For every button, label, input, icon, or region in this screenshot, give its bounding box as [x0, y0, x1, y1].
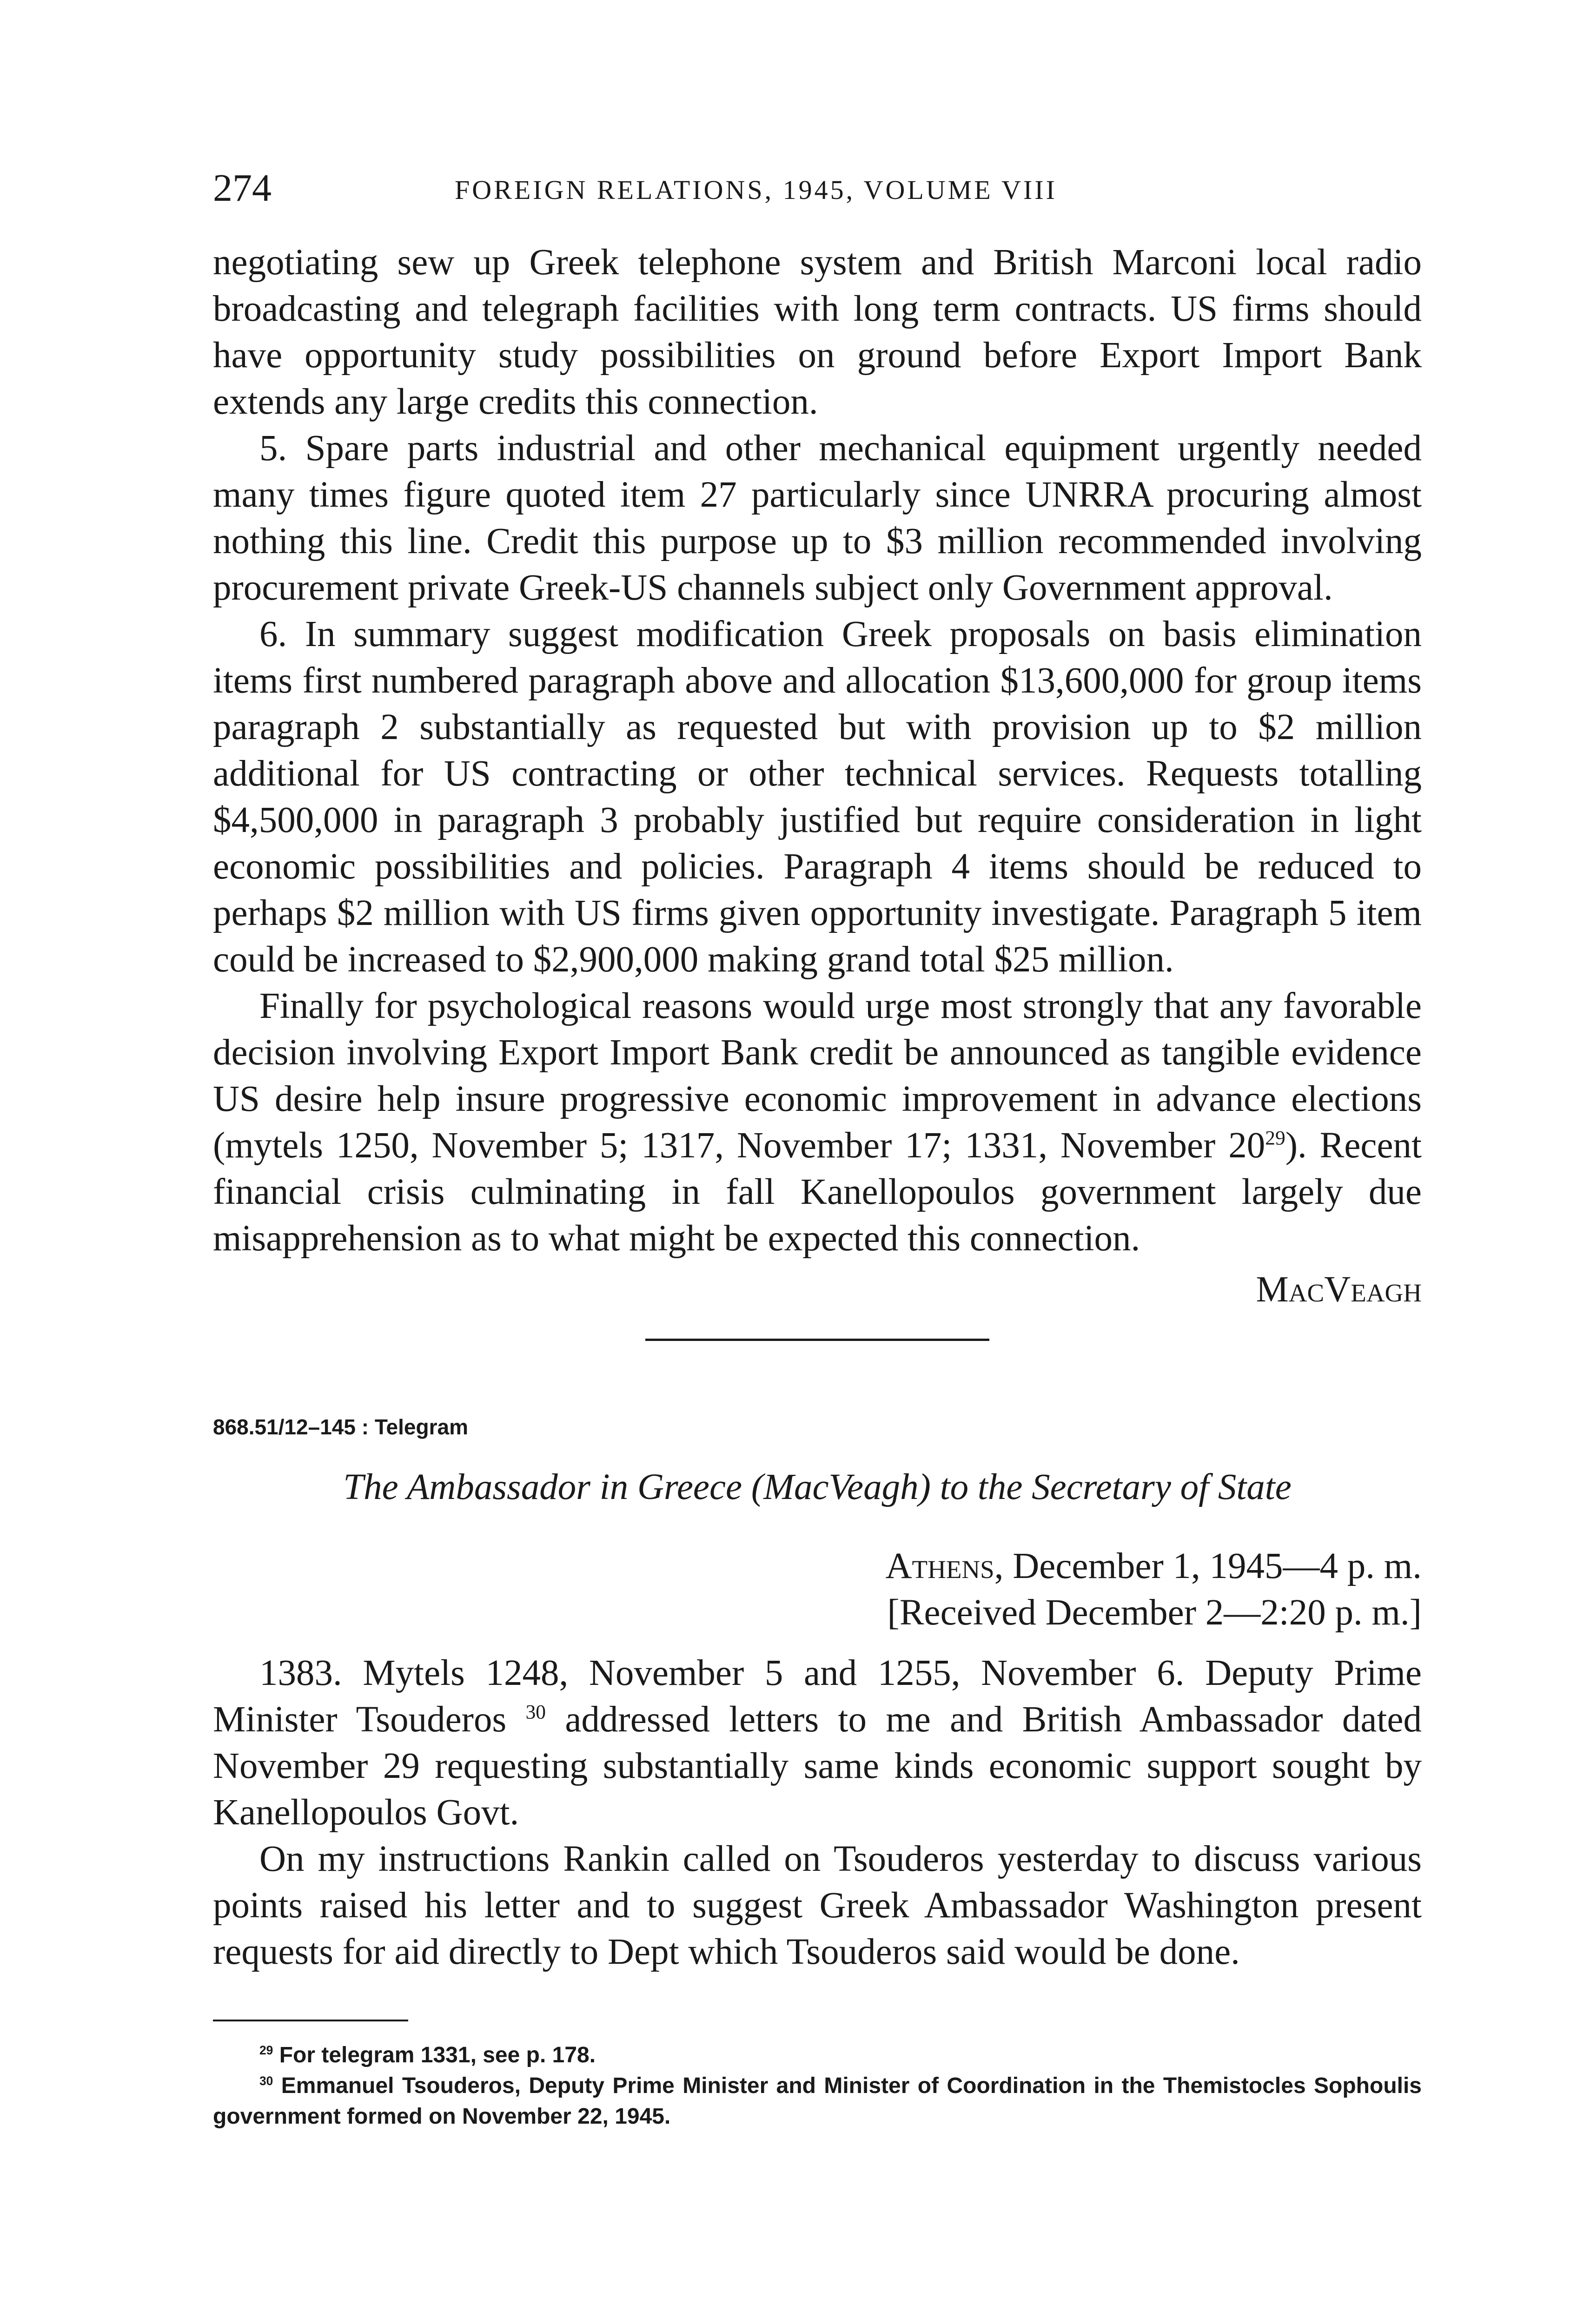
received-line: [Received December 2—2:20 p. m.] — [887, 1592, 1422, 1633]
telegram-paragraph-2: On my instructions Rankin called on Tsouderos yesterday to discuss various points raised his letter and to suggest Greek Ambassador Washington present requests for aid directly to Dept which Tsouderos said would be done. — [213, 1839, 1422, 1972]
footnote-30 — [213, 2071, 1422, 2132]
footnote-text: For telegram 1331, see p. 178. — [279, 2043, 596, 2067]
page-header — [213, 165, 1422, 216]
page-number: 274 — [213, 166, 272, 210]
footnotes — [213, 2040, 1422, 2132]
file-reference: 868.51/12–145 : Telegram — [213, 1415, 468, 1439]
dateline-date: , December 1, 1945—4 p. m. — [994, 1546, 1422, 1586]
document-title: The Ambassador in Greece (MacVeagh) to the Secretary of State — [343, 1467, 1292, 1507]
paragraph-6-summary: 6. In summary suggest modification Greek proposals on basis elimination items first numbered paragraph above and allocation $13,600,000 for group items paragraph 2 substantially as requested but with provision up to $2 million additional for US contracting or other technical services. Requests totalling $4,500,000 in paragraph 3 probably justified but require consideration in light economic possibilities and policies. Paragraph 4 items should be reduced to perhaps $2 million with US firms given opportunity investigate. Paragraph 5 item could be increased to $2,900,000 making grand total $25 million. — [213, 614, 1422, 980]
footnote-rule — [213, 2020, 408, 2021]
dateline-place: Athens — [885, 1546, 994, 1586]
closing-paragraph — [213, 983, 1422, 1262]
footnote-text: Emmanuel Tsouderos, Deputy Prime Minister and Minister of Coordination in the Themistocles Sophoulis government formed on November 22, 1945. — [213, 2073, 1422, 2129]
dateline — [213, 1543, 1422, 1590]
telegram-paragraph-1-text-b: addressed letters to me and British Ambassador dated November 29 requesting substantially same kinds economic support sought by Kanellopoulos Govt. — [213, 1699, 1422, 1833]
telegram-paragraph-1 — [213, 1650, 1422, 1836]
closing-paragraph-text-b: ). Recent financial crisis culminating in fall Kanellopoulos government largely due misapprehension as to what might be expected this connection. — [213, 1125, 1422, 1259]
section-separator — [645, 1339, 989, 1341]
running-title: FOREIGN RELATIONS, 1945, VOLUME VIII — [455, 175, 1057, 205]
paragraph-5: 5. Spare parts industrial and other mechanical equipment urgently needed many times figure quoted item 27 particularly since UNRRA procuring almost nothing this line. Credit this purpose up to $3 million recommended involving procurement private Greek-US channels subject only Government approval. — [213, 428, 1422, 608]
page-body — [213, 239, 1422, 2132]
closing-paragraph-text-a: Finally for psychological reasons would urge most strongly that any favorable decision involving Export Import Bank credit be announced as tangible evidence US desire help insure progressive economic improvement in advance elections (mytels 1250, November 5; 1317, November 17; 1331, November 20 — [213, 986, 1422, 1166]
continued-paragraph: negotiating sew up Greek telephone system and British Marconi local radio broadcasting and telegraph facilities with long term contracts. US firms should have opportunity study possibilities on ground before Export Import Bank extends any large credits this connection. — [213, 242, 1422, 422]
telegram-paragraph-1-text-a: 1383. Mytels 1248, November 5 and 1255, November 6. Deputy Prime Minister Tsouderos — [213, 1653, 1422, 1740]
footnote-number: 29 — [259, 2043, 273, 2057]
document-page — [213, 0, 1422, 2324]
footnote-29 — [213, 2040, 1422, 2071]
footnote-number: 30 — [259, 2074, 273, 2088]
footnote-ref-29: 29 — [1265, 1127, 1285, 1149]
footnote-ref-30: 30 — [525, 1701, 546, 1723]
signature: MacVeagh — [1256, 1269, 1422, 1310]
